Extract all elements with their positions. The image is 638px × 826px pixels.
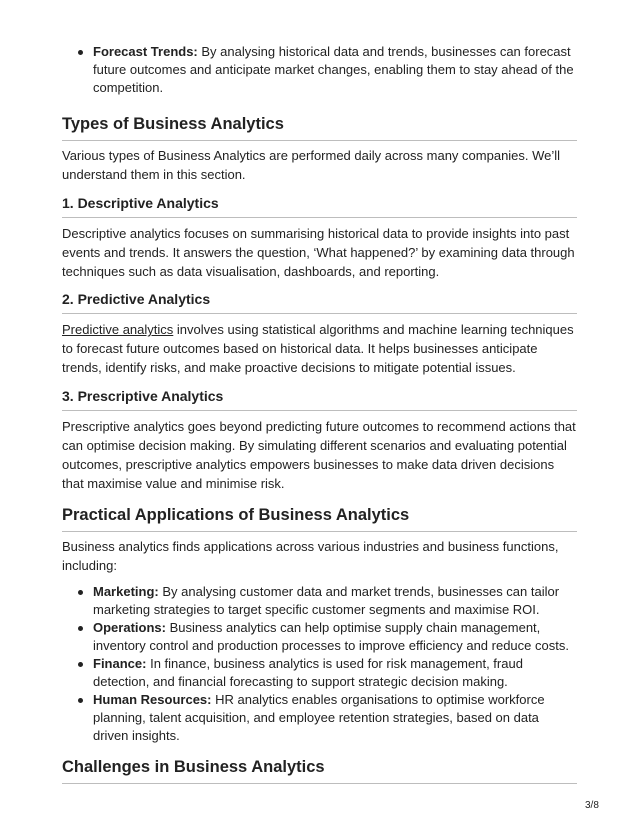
list-item	[62, 691, 577, 745]
bullet-text: By analysing customer data and market trends, businesses can tailor marketing strategies to target specific customer segments and maximise ROI.	[93, 584, 560, 617]
bullet-term: Human Resources:	[93, 692, 212, 707]
applications-intro-paragraph: Business analytics finds applications across various industries and business functions, including:	[62, 539, 559, 573]
predictive-text: involves using statistical algorithms and machine learning techniques to forecast future outcomes based on historical data. It helps businesses anticipate trends, identify risks, and make proactive decisions to mitigate potential issues.	[62, 322, 574, 375]
bullet-term: Marketing:	[93, 584, 159, 599]
bullet-term: Forecast Trends:	[93, 44, 198, 59]
bullet-dot	[78, 590, 83, 595]
bullet-text: HR analytics enables organisations to optimise workforce planning, talent acquisition, and employee retention strategies, based on data driven insights.	[93, 692, 545, 743]
page-number: 3/8	[585, 800, 599, 811]
subheading-predictive: 2. Predictive Analytics	[62, 290, 577, 314]
bullet-dot	[78, 50, 83, 55]
bullet-dot	[78, 698, 83, 703]
list-item	[62, 655, 577, 691]
prescriptive-paragraph: Prescriptive analytics goes beyond predicting future outcomes to recommend actions that can optimise decision making. By simulating different scenarios and evaluating potential outcomes, prescriptive analytics empowers businesses to make data driven decisions that maximise value and minimise risk.	[62, 419, 576, 491]
section-heading-challenges: Challenges in Business Analytics	[62, 757, 577, 784]
list-item	[62, 583, 577, 619]
bullet-dot	[78, 662, 83, 667]
subheading-descriptive: 1. Descriptive Analytics	[62, 194, 577, 218]
applications-list	[62, 583, 577, 745]
subheading-prescriptive: 3. Prescriptive Analytics	[62, 387, 577, 411]
predictive-paragraph	[62, 320, 577, 377]
types-intro-paragraph: Various types of Business Analytics are performed daily across many companies. We’ll understand them in this section.	[62, 148, 561, 182]
list-item	[62, 619, 577, 655]
predictive-analytics-link[interactable]: Predictive analytics	[62, 322, 174, 337]
bullet-text: Business analytics can help optimise supply chain management, inventory control and production processes to improve efficiency and reduce costs.	[93, 620, 569, 653]
bullet-dot	[78, 626, 83, 631]
list-item	[62, 43, 577, 97]
section-heading-applications: Practical Applications of Business Analytics	[62, 505, 577, 532]
bullet-text: By analysing historical data and trends, businesses can forecast future outcomes and anticipate market changes, enabling them to stay ahead of the competition.	[93, 44, 574, 95]
forecast-bullet-list	[62, 43, 577, 97]
bullet-text: In finance, business analytics is used for risk management, fraud detection, and financial forecasting to support strategic decision making.	[93, 656, 523, 689]
bullet-term: Finance:	[93, 656, 147, 671]
section-heading-types: Types of Business Analytics	[62, 114, 577, 141]
descriptive-paragraph: Descriptive analytics focuses on summarising historical data to provide insights into past events and trends. It answers the question, ‘What happened?’ by examining data through techniques such as data visualisation, dashboards, and reporting.	[62, 226, 575, 279]
bullet-term: Operations:	[93, 620, 166, 635]
